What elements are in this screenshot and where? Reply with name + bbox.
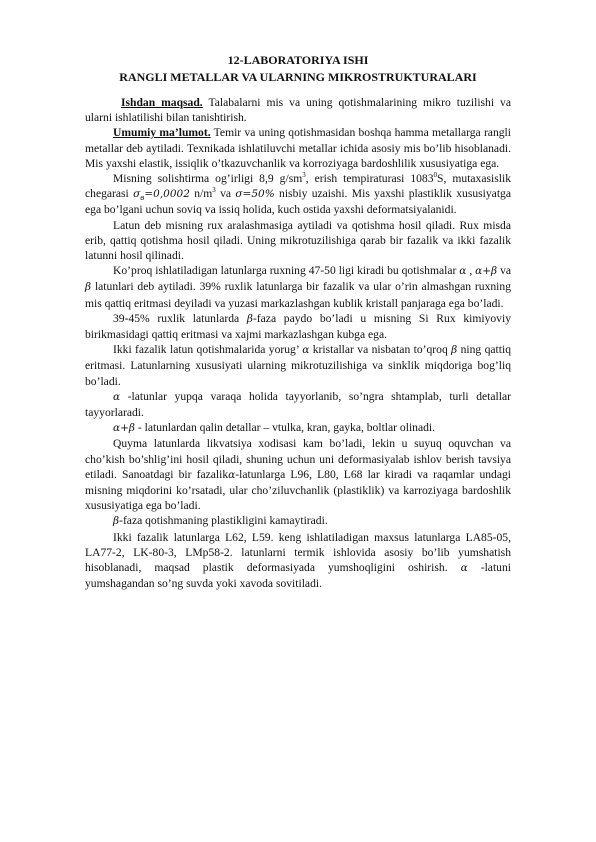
text-span: Ko’proq ishlatiladigan latunlarga ruxning 47-50 ligi kiradi bu qotishmalar [113,264,460,278]
text-span: latunlari deb aytiladi. 39% ruxlik latunlarga bir fazalik va ular o’rin almashgan ruxning mis qattiq eritmasi deyiladi va yuzasi markazlashgan kublik kristall panjaraga ega bo’ladi. [85,280,511,310]
paragraph-brass-definition: Latun deb misning rux aralashmasiga aytiladi va qotishma hosil qiladi. Rux misda erib, qattiq qotishma hosil qiladi. Uning mikrotuzilishiga qarab bir fazalik va ikki fazalik latunni hosil qilinadi. [85,218,511,263]
text-span: kristallar va nisbatan to’qroq [309,343,452,357]
purpose-text: Talabalarni mis va uning qotishmalarining mikro tuzilishi va ularni ishlatilishi bilan tanishtirish. [85,96,512,125]
beta-symbol: β [85,281,92,294]
paragraph-purpose [85,95,511,125]
text-span: ning qattiq eritmasi. Latunlarning xususiyati ularning mikrotuzilishiga va sinklik miqdoriga bog’liq bo’ladi. [85,343,511,388]
text-span: , [466,264,476,278]
text-span: Quyma latunlarda likvatsiya xodisasi kam bo’ladi, lekin u suyuq oquvchan va cho’kish bo’shlig’ini hosil qiladi, shuning uchun uni deformasiyalab ishlov berish tavsiya etiladi. Sanoatdagi bir fazalik [85,437,511,481]
superscript: 0 [433,171,438,180]
alpha-symbol: α [228,468,236,481]
paragraph-special-brasses [85,530,511,592]
paragraph-beta-phase [85,311,511,342]
alpha-symbol: α [460,562,468,575]
alpha-symbol: α [302,344,310,357]
text-span: , erish tempiraturasi 1083 [305,172,434,186]
paragraph-general-info [85,125,511,171]
alpha-beta-symbol: α+β [113,422,135,435]
alpha-symbol: α [459,265,467,278]
math-symbol: σ [133,188,141,201]
text-span: -latuni yumshagandan so’ng suvda yoki xavoda sovitiladi. [85,561,511,591]
superscript: 3 [302,171,306,180]
paragraph-brass-types [85,263,511,311]
formula-sigma-elongation: σ=50% [235,188,275,201]
superscript: 3 [212,186,216,195]
text-span: S, mutaxasislik chegarasi [85,172,511,201]
paragraph-cast-brass [85,436,511,513]
text-span: -faza qotishmaning plastikligini kamaytiradi. [119,514,328,528]
purpose-label: Ishdan maqsad. [121,96,203,109]
beta-symbol: β [451,344,458,357]
text-span: Misning solishtirma og’irligi 8,9 g/sm [113,172,303,186]
text-span: va [497,264,512,278]
text-span: n/m [189,187,213,201]
formula-sigma-b [133,188,190,203]
text-span: va [215,187,236,201]
text-span: Ikki fazalik latunlarga L62, L59. keng ishlatiladigan maxsus latunlarga LA85-05, LA77-2, LK-80-3, LMp58-2. latunlarni termik ishlovida asosiy bo’lib yumshatish hisoblanadi, maqsad plastik deformasiyada yumshoqligini oshirish. [85,530,511,575]
general-info-text: Temir va uning qotishmasidan boshqa hamma metallarga rangli metallar deb aytiladi. Texnikada ishlatiluvchi metallar ichida asosiy mis bo’lib hisoblanadi. Mis yaxshi elastik, issiqlik o’tkazuvchanlik va korroziyaga bardoshlilik xususiyatiga ega. [85,126,511,170]
text-span: -faza paydo bo’ladi u misning Si Rux kimiyoviy birikmasidagi qattiq eritmasi va xajmi markazlashgan kubga ega. [85,311,511,342]
beta-symbol: β [246,312,253,325]
alpha-symbol: α [113,390,121,403]
paragraph-alpha-brass [85,389,511,420]
math-value: =0,0002 [144,188,190,201]
alpha-beta-symbol: α+β [475,265,498,278]
lab-number-title: 12-LABORATORIYA ISHI [227,53,369,67]
text-span: -latunlarga L96, L80, L68 lar kiradi va raqamlar undagi misning miqdorini ko’rsatadi, ular cho’ziluvchanlik (plastiklik) va karroziyaga bardoshlik xususiyatiga ega bo’ladi. [85,467,512,513]
paragraph-copper-properties [85,171,511,218]
text-span: 39-45% ruxlik latunlarda [113,311,247,325]
text-span: -latunlar yupqa varaqa holida tayyorlanib, so’ngra shtamplab, turli detallar tayyorlaradi. [85,389,511,420]
paragraph-beta-plasticity [85,513,511,529]
text-span: - latunlardan qalin detallar – vtulka, kran, gayka, boltlar olinadi. [134,421,436,435]
text-span: Ikki fazalik latun qotishmalarida yorug’ [113,343,303,357]
text-span: nisbiy uzaishi. Mis yaxshi plastiklik xususiyatga ega bo’lgani uchun soviq va issiq holida, kuch ostida yaxshi deformatsiyalanidi. [85,187,511,217]
paragraph-alpha-beta-brass [85,420,511,436]
document-page [85,52,511,592]
general-info-label: Umumiy ma’lumot. [113,126,211,140]
subscript: в [140,194,145,203]
paragraph-two-phase [85,342,511,389]
lab-topic-title: RANGLI METALLAR VA ULARNING MIKROSTRUKTURALARI [119,70,477,84]
beta-symbol: β [113,515,120,528]
